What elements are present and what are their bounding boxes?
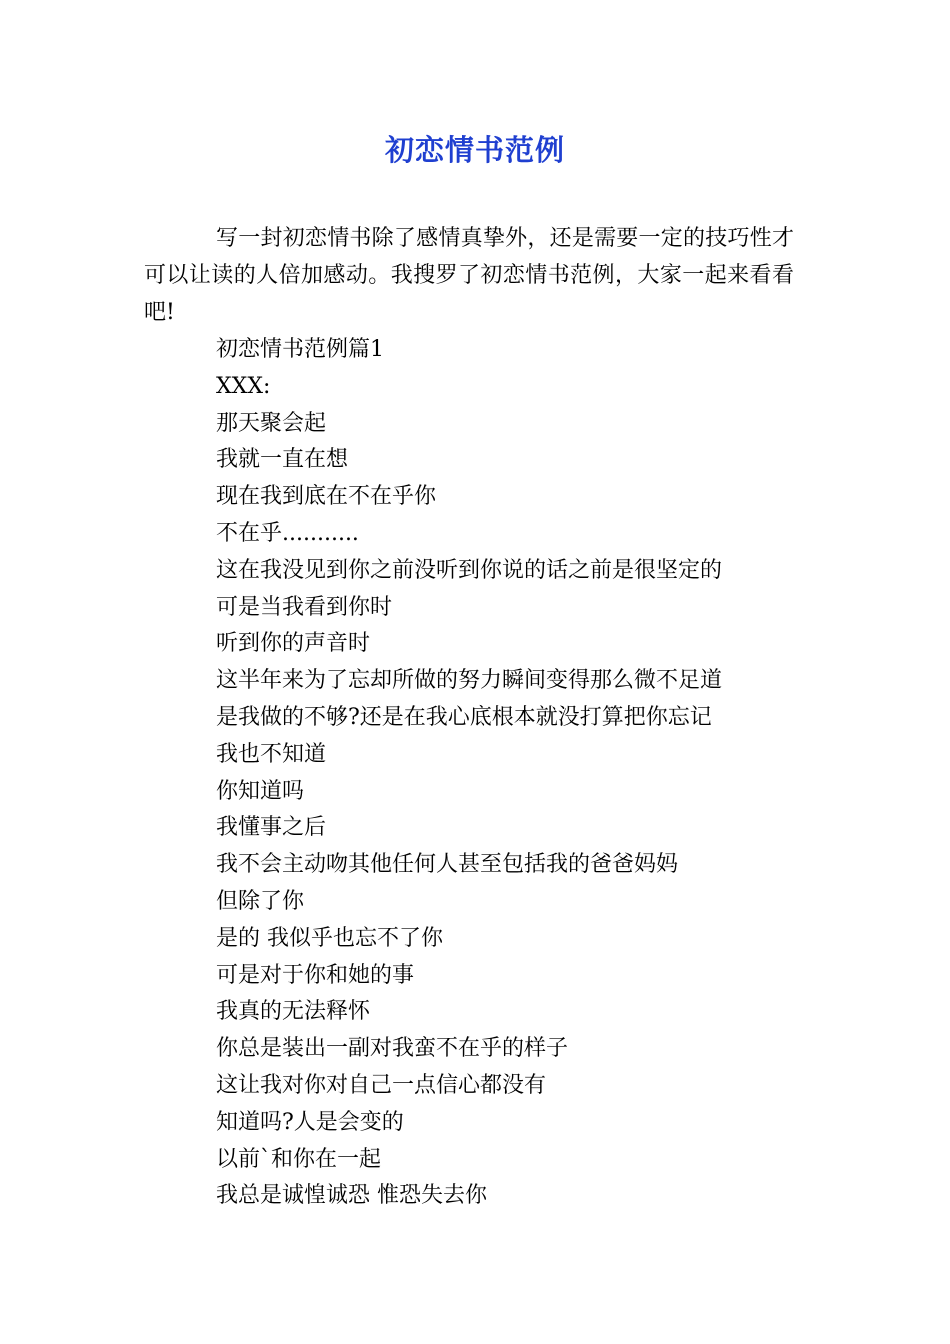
letter-line: 那天聚会起	[216, 410, 327, 436]
letter-line: 这让我对你对自己一点信心都没有	[216, 1072, 547, 1098]
letter-body	[216, 332, 816, 1215]
letter-line: 可是对于你和她的事	[216, 962, 415, 988]
letter-line: 我总是诚惶诚恐 惟恐失去你	[216, 1183, 487, 1209]
letter-line: 你总是装出一副对我蛮不在乎的样子	[216, 1036, 569, 1062]
intro-paragraph: 写一封初恋情书除了感情真挚外，还是需要一定的技巧性才可以让读的人倍加感动。我搜罗了初恋情书范例，大家一起来看看吧!	[144, 226, 794, 325]
letter-line: 是的 我似乎也忘不了你	[216, 925, 443, 951]
letter-line: 听到你的声音时	[216, 631, 371, 657]
letter-line: 是我做的不够?还是在我心底根本就没打算把你忘记	[216, 704, 712, 730]
letter-line: 这在我没见到你之前没听到你说的话之前是很坚定的	[216, 557, 723, 583]
letter-line: 我不会主动吻其他任何人甚至包括我的爸爸妈妈	[216, 852, 679, 878]
letter-line: 这半年来为了忘却所做的努力瞬间变得那么微不足道	[216, 668, 723, 694]
letter-line: 但除了你	[216, 888, 305, 914]
document-title: 初恋情书范例	[384, 133, 565, 167]
section-heading: 初恋情书范例篇1	[216, 337, 384, 362]
letter-line: 我真的无法释怀	[216, 999, 371, 1025]
letter-line: 知道吗?人是会变的	[216, 1109, 404, 1135]
letter-line: 你知道吗	[216, 778, 305, 804]
letter-line: 我也不知道	[216, 741, 327, 767]
letter-line: 以前`和你在一起	[216, 1146, 382, 1172]
letter-line: 可是当我看到你时	[216, 594, 393, 620]
letter-line: 现在我到底在不在乎你	[216, 484, 437, 510]
letter-line: 我就一直在想	[216, 447, 349, 473]
letter-line: 我懂事之后	[216, 815, 327, 841]
letter-line: 不在乎...........	[216, 520, 359, 546]
letter-line: XXX:	[216, 373, 271, 399]
